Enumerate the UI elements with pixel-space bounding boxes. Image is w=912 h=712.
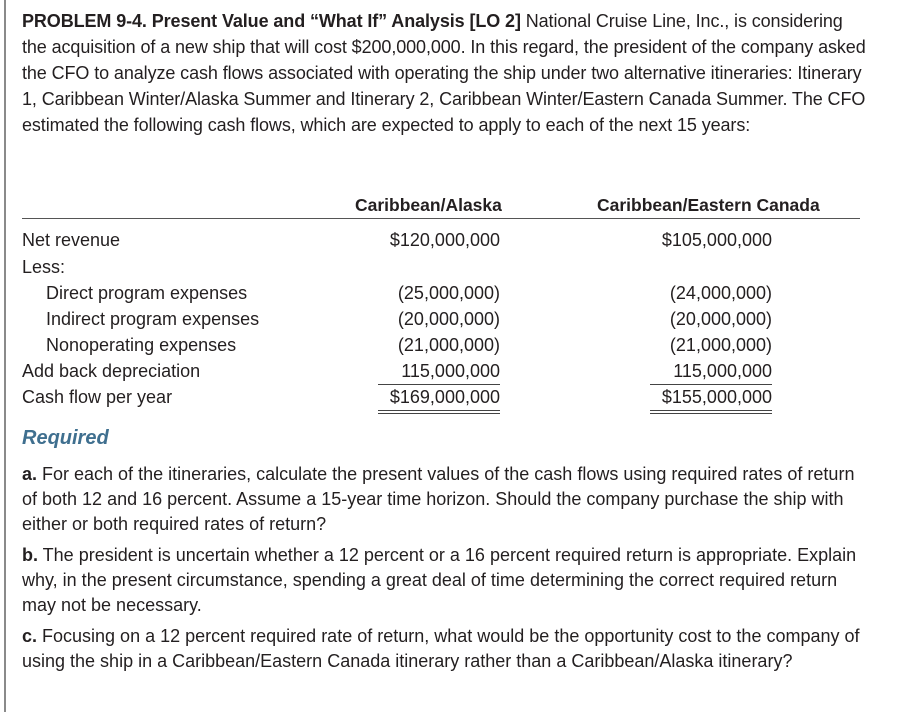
question-c-label: c. <box>22 626 38 646</box>
question-b-text: The president is uncertain whether a 12 percent or a 16 percent required return is appropriate. Explain why, in the present circumstance, spending a great deal of time determining the correct required return may not be necessary. <box>22 545 857 615</box>
row-label-nonoperating-expenses: Nonoperating expenses <box>46 335 237 355</box>
double-rule-eastern-canada-bottom <box>650 413 772 414</box>
value-eastern-canada-cash-flow-per-year: $155,000,000 <box>661 387 772 407</box>
value-eastern-canada-net-revenue: $105,000,000 <box>661 230 772 250</box>
value-alaska-direct-program-expenses: (25,000,000) <box>397 283 500 303</box>
required-heading: Required <box>22 427 109 449</box>
value-eastern-canada-add-back-depreciation: 115,000,000 <box>673 361 772 381</box>
sum-rule-alaska <box>378 384 500 385</box>
row-label-add-back-depreciation: Add back depreciation <box>22 361 201 381</box>
question-a-label: a. <box>22 464 38 484</box>
value-eastern-canada-direct-program-expenses: (24,000,000) <box>669 283 772 303</box>
column-header-alaska: Caribbean/Alaska <box>355 195 502 215</box>
problem-label: PROBLEM 9-4. Present Value and “What If” Analysis [LO 2] <box>22 11 521 31</box>
row-label-less: Less: <box>22 257 66 277</box>
row-label-indirect-program-expenses: Indirect program expenses <box>46 309 260 329</box>
header-rule <box>22 218 860 219</box>
value-alaska-add-back-depreciation: 115,000,000 <box>401 361 500 381</box>
question-b <box>22 543 862 618</box>
value-alaska-cash-flow-per-year: $169,000,000 <box>389 387 500 407</box>
value-alaska-indirect-program-expenses: (20,000,000) <box>397 309 500 329</box>
row-label-net-revenue: Net revenue <box>22 230 121 250</box>
column-header-eastern-canada: Caribbean/Eastern Canada <box>597 195 820 215</box>
sum-rule-eastern-canada <box>650 384 772 385</box>
value-eastern-canada-nonoperating-expenses: (21,000,000) <box>669 335 772 355</box>
double-rule-alaska-bottom <box>378 413 500 414</box>
margin-rule <box>4 0 6 712</box>
problem-intro <box>22 8 872 138</box>
double-rule-eastern-canada-top <box>650 410 772 411</box>
problem-text: National Cruise Line, Inc., is considering the acquisition of a new ship that will cost $200,000,000. In this regard, the president of the company asked the CFO to analyze cash flows associated with operating the ship under two alternative itineraries: Itinerary 1, Caribbean Winter/Alaska Summer and Itinerary 2, Caribbean Winter/Eastern Canada Summer. The CFO estimated the following cash flows, which are expected to apply to each of the next 15 years: <box>22 11 866 135</box>
value-alaska-net-revenue: $120,000,000 <box>389 230 500 250</box>
row-label-cash-flow-per-year: Cash flow per year <box>22 387 173 407</box>
question-c-text: Focusing on a 12 percent required rate of return, what would be the opportunity cost to the company of using the ship in a Caribbean/Eastern Canada itinerary rather than a Caribbean/Alaska itinerary? <box>22 626 860 671</box>
question-a <box>22 462 862 537</box>
value-alaska-nonoperating-expenses: (21,000,000) <box>397 335 500 355</box>
question-a-text: For each of the itineraries, calculate the present values of the cash flows using required rates of return of both 12 and 16 percent. Assume a 15-year time horizon. Should the company purchase the ship with either or both required rates of return? <box>22 464 855 534</box>
row-label-direct-program-expenses: Direct program expenses <box>46 283 248 303</box>
question-b-label: b. <box>22 545 38 565</box>
value-eastern-canada-indirect-program-expenses: (20,000,000) <box>669 309 772 329</box>
question-c <box>22 624 862 674</box>
double-rule-alaska-top <box>378 410 500 411</box>
